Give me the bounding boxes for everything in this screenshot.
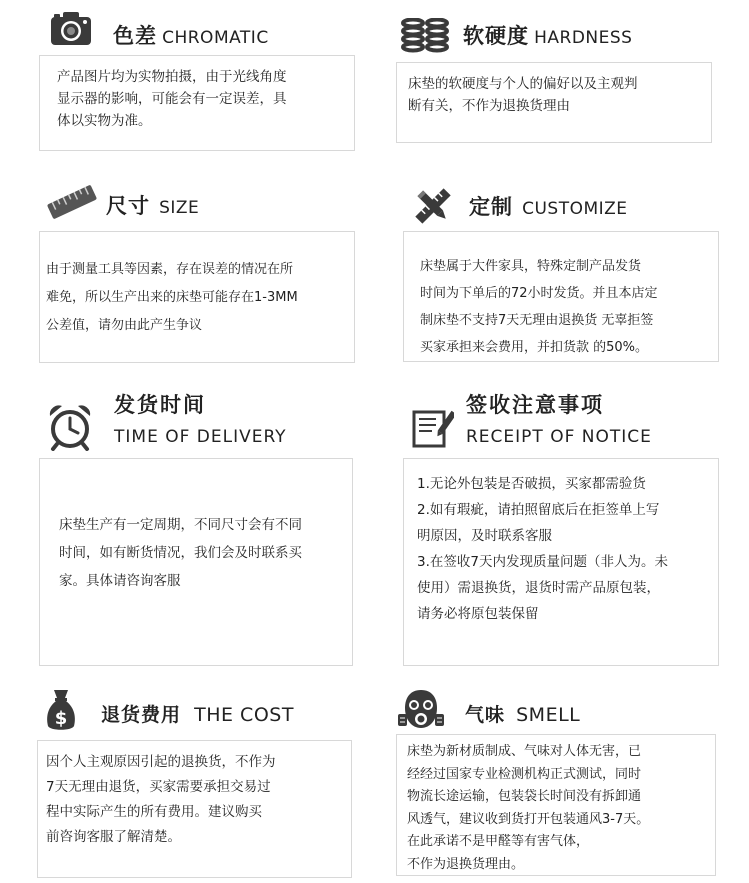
cost-line: 因个人主观原因引起的退换货，不作为: [46, 754, 276, 770]
receipt-title-en: RECEIPT OF NOTICE: [466, 427, 652, 447]
delivery-text-box: [39, 458, 353, 666]
customize-line: 制床垫不支持7天无理由退换货 无辜拒签: [420, 313, 654, 328]
chromatic-title: [113, 20, 269, 50]
size-title-en: SIZE: [159, 198, 200, 218]
smell-line: 风透气，建议收到货打开包装通风3-7天。: [407, 811, 650, 827]
receipt-title-cn: 签收注意事项: [466, 393, 604, 417]
smell-title: [465, 700, 580, 727]
size-title-cn: 尺寸: [106, 194, 150, 218]
cost-line: 7天无理由退货，买家需要承担交易过: [46, 779, 271, 795]
chromatic-title-cn: 色差: [113, 24, 157, 48]
smell-title-cn: 气味: [465, 704, 506, 726]
document-pen-icon: [412, 408, 454, 452]
svg-text:$: $: [54, 708, 68, 729]
hardness-title: [463, 20, 632, 50]
smell-title-en: SMELL: [516, 704, 581, 726]
customize-title: [469, 191, 628, 221]
customize-title-en: CUSTOMIZE: [522, 199, 628, 219]
smell-line: 床垫为新材质制成、气味对人体无害，已: [407, 744, 642, 759]
spring-icon: [401, 18, 451, 58]
chromatic-line: 产品图片均为实物拍摄，由于光线角度: [57, 69, 287, 85]
delivery-title-cn: 发货时间: [114, 393, 206, 417]
money-bag-icon: [45, 688, 77, 736]
cost-title: [101, 700, 294, 727]
hardness-text-box: [396, 62, 712, 143]
chromatic-line: 显示器的影响，可能会有一定误差，具: [57, 91, 287, 107]
size-line: 由于测量工具等因素，存在误差的情况在所: [46, 262, 294, 277]
delivery-title-en: TIME OF DELIVERY: [114, 427, 287, 447]
hardness-line: 断有关，不作为退换货理由: [408, 98, 570, 114]
chromatic-text-box: [39, 55, 355, 151]
smell-line: 不作为退换货理由。: [407, 856, 525, 872]
hardness-title-cn: 软硬度: [463, 24, 529, 48]
delivery-title: [114, 392, 287, 450]
pencil-ruler-icon: [413, 186, 453, 230]
size-line: 公差值，请勿由此产生争议: [46, 318, 203, 333]
size-text-box: [39, 231, 355, 363]
customize-line: 时间为下单后的72小时发货。并且本店定: [420, 286, 658, 301]
chromatic-title-en: CHROMATIC: [162, 28, 269, 48]
cost-line: 程中实际产生的所有费用。建议购买: [46, 804, 262, 820]
smell-line: 经经过国家专业检测机构正式测试，同时: [407, 766, 642, 782]
receipt-title: [466, 392, 652, 450]
cost-title-cn: 退货费用: [101, 704, 182, 726]
hardness-title-en: HARDNESS: [534, 28, 633, 48]
smell-line: 物流长途运输，包装袋长时间没有拆卸通: [407, 789, 642, 804]
delivery-line: 时间，如有断货情况，我们会及时联系买: [59, 545, 302, 561]
customize-text-box: [403, 231, 719, 362]
size-line: 难免，所以生产出来的床垫可能存在1-3MM: [46, 290, 298, 305]
camera-icon: [50, 10, 92, 50]
smell-text-box: [396, 734, 716, 876]
customize-line: 买家承担来会费用，并扣货款 的50%。: [420, 340, 649, 355]
customize-line: 床垫属于大件家具，特殊定制产品发货: [420, 259, 642, 274]
customize-title-cn: 定制: [469, 195, 513, 219]
receipt-line: 3.在签收7天内发现质量问题（非人为。未: [417, 554, 668, 570]
receipt-line: 1.无论外包装是否破损，买家都需验货: [417, 476, 646, 492]
alarm-clock-icon: [47, 403, 93, 455]
cost-line: 前咨询客服了解清楚。: [46, 829, 181, 845]
hardness-line: 床垫的软硬度与个人的偏好以及主观判: [408, 76, 638, 92]
delivery-line: 家。具体请咨询客服: [59, 573, 181, 589]
chromatic-line: 体以实物为准。: [57, 113, 152, 129]
receipt-text-box: [403, 458, 719, 666]
cost-text-box: [37, 740, 352, 878]
size-title: [106, 190, 199, 220]
receipt-line: 2.如有瑕疵，请拍照留底后在拒签单上写: [417, 502, 660, 518]
ruler-icon: [46, 182, 98, 226]
smell-line: 在此承诺不是甲醛等有害气体，: [407, 834, 590, 849]
cost-title-en: THE COST: [194, 704, 294, 726]
receipt-line: 请务必将原包装保留: [417, 606, 539, 622]
gas-mask-icon: [398, 688, 444, 736]
receipt-line: 明原因，及时联系客服: [417, 528, 552, 544]
receipt-line: 使用）需退换货，退货时需产品原包装，: [417, 580, 660, 596]
delivery-line: 床垫生产有一定周期，不同尺寸会有不同: [59, 517, 302, 533]
